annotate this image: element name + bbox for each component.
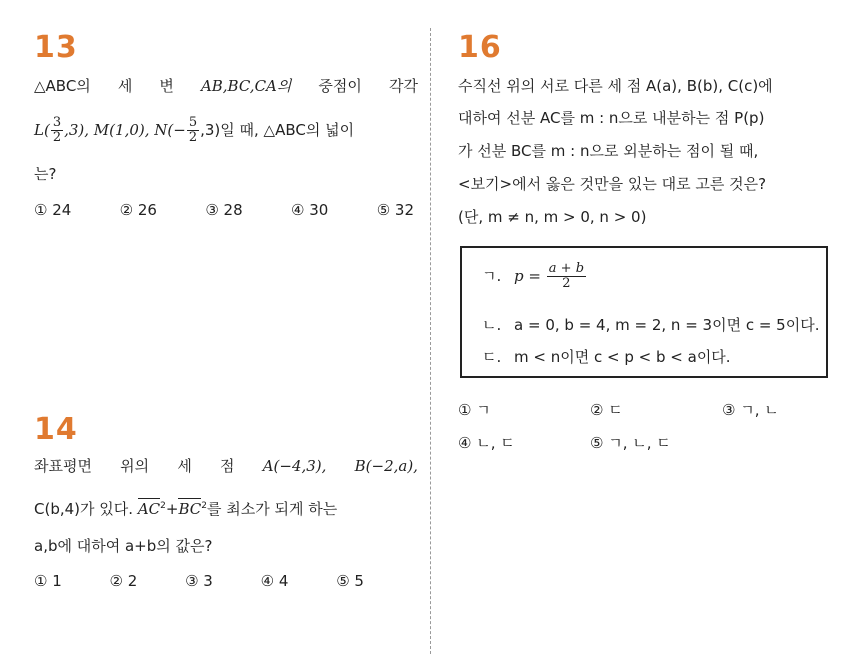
bogi-label: ㄱ. xyxy=(482,267,502,285)
question-number: 13 xyxy=(34,30,78,65)
text: 를 최소가 되게 하는 xyxy=(206,500,338,518)
fraction xyxy=(51,116,63,145)
numerator: 5 xyxy=(188,115,198,130)
denominator: 2 xyxy=(562,276,571,291)
exponent: 2 xyxy=(201,501,207,511)
choice-5[interactable]: ⑤ ㄱ, ㄴ, ㄷ xyxy=(590,434,671,452)
word: 점 xyxy=(220,457,235,475)
numerator: 3 xyxy=(52,115,62,130)
word: 각각 xyxy=(388,77,418,95)
question-text-line: a,b에 대하여 a+b의 값은? xyxy=(34,537,213,555)
denominator: 2 xyxy=(52,130,62,145)
choice-4[interactable]: ④ 30 xyxy=(291,201,329,219)
exponent: 2 xyxy=(160,501,166,511)
fraction xyxy=(547,262,586,291)
choice-5[interactable]: ⑤ 32 xyxy=(376,201,414,219)
choice-2[interactable]: ② 26 xyxy=(119,201,157,219)
question-text-line: 는? xyxy=(34,165,57,183)
numerator: a + b xyxy=(548,261,585,276)
choice-3[interactable]: ③ 3 xyxy=(185,572,213,590)
choice-4[interactable]: ④ ㄴ, ㄷ xyxy=(458,434,515,452)
statement: a = 0, b = 4, m = 2, n = 3이면 c = 5이다. xyxy=(514,316,820,334)
choice-2[interactable]: ② ㄷ xyxy=(590,401,623,419)
answer-choices-row-1 xyxy=(458,400,779,420)
column-divider xyxy=(430,28,431,654)
choice-4[interactable]: ④ 4 xyxy=(260,572,289,590)
choice-3[interactable]: ③ ㄱ, ㄴ xyxy=(722,401,779,419)
choice-1[interactable]: ① 24 xyxy=(34,201,72,219)
question-text-line: <보기>에서 옳은 것만을 있는 대로 고른 것은? xyxy=(458,175,767,193)
word: 위의 xyxy=(120,457,150,475)
question-text-line: 가 선분 BC를 m : n으로 외분하는 점이 될 때, xyxy=(458,142,759,160)
choice-1[interactable]: ① ㄱ xyxy=(458,401,491,419)
fraction xyxy=(187,116,199,145)
plus: + xyxy=(165,500,179,518)
question-number: 14 xyxy=(34,412,78,447)
answer-choices xyxy=(34,200,414,220)
bogi-item-a xyxy=(482,262,587,291)
question-text-line xyxy=(34,456,418,476)
question-text-line xyxy=(34,76,418,96)
text: C(b,4)가 있다. xyxy=(34,500,134,518)
question-text-line: 수직선 위의 서로 다른 세 점 A(a), B(b), C(c)에 xyxy=(458,77,773,95)
point-m-n: ,3), M(1,0), N(− xyxy=(64,121,186,139)
choice-1[interactable]: ① 1 xyxy=(34,572,62,590)
answer-choices xyxy=(34,571,364,591)
word: AB,BC,CA의 xyxy=(200,77,292,95)
bogi-item-b xyxy=(482,314,819,335)
question-text-line xyxy=(34,496,418,519)
word: △ABC의 xyxy=(34,77,91,95)
choice-5[interactable]: ⑤ 5 xyxy=(336,572,364,590)
denominator: 2 xyxy=(188,130,198,145)
bogi-label: ㄴ. xyxy=(482,316,502,334)
bogi-label: ㄷ. xyxy=(482,348,502,366)
choice-3[interactable]: ③ 28 xyxy=(205,201,243,219)
word: 세 xyxy=(177,457,192,475)
segment-ac: AC xyxy=(137,500,161,518)
word: 세 xyxy=(117,77,133,95)
point-l: L( xyxy=(34,121,50,139)
question-number: 16 xyxy=(458,30,502,65)
question-text-line: (단, m ≠ n, m > 0, n > 0) xyxy=(458,208,647,226)
answer-choices-row-2 xyxy=(458,433,671,453)
choice-2[interactable]: ② 2 xyxy=(109,572,138,590)
word: 중점이 xyxy=(318,77,362,95)
question-text-line: 대하여 선분 AC를 m : n으로 내분하는 점 P(p) xyxy=(458,109,765,127)
expression: p = xyxy=(514,267,541,285)
text: ,3)일 때, △ABC의 넓이 xyxy=(200,121,355,139)
word: B(−2,a), xyxy=(354,457,418,475)
word: A(−4,3), xyxy=(262,457,327,475)
word: 변 xyxy=(159,77,174,95)
word: 좌표평면 xyxy=(34,457,92,475)
statement: m < n이면 c < p < b < a이다. xyxy=(514,348,731,366)
bogi-box xyxy=(460,246,828,378)
question-text-line xyxy=(34,113,418,147)
bogi-item-c xyxy=(482,346,731,367)
segment-bc: BC xyxy=(178,500,202,518)
